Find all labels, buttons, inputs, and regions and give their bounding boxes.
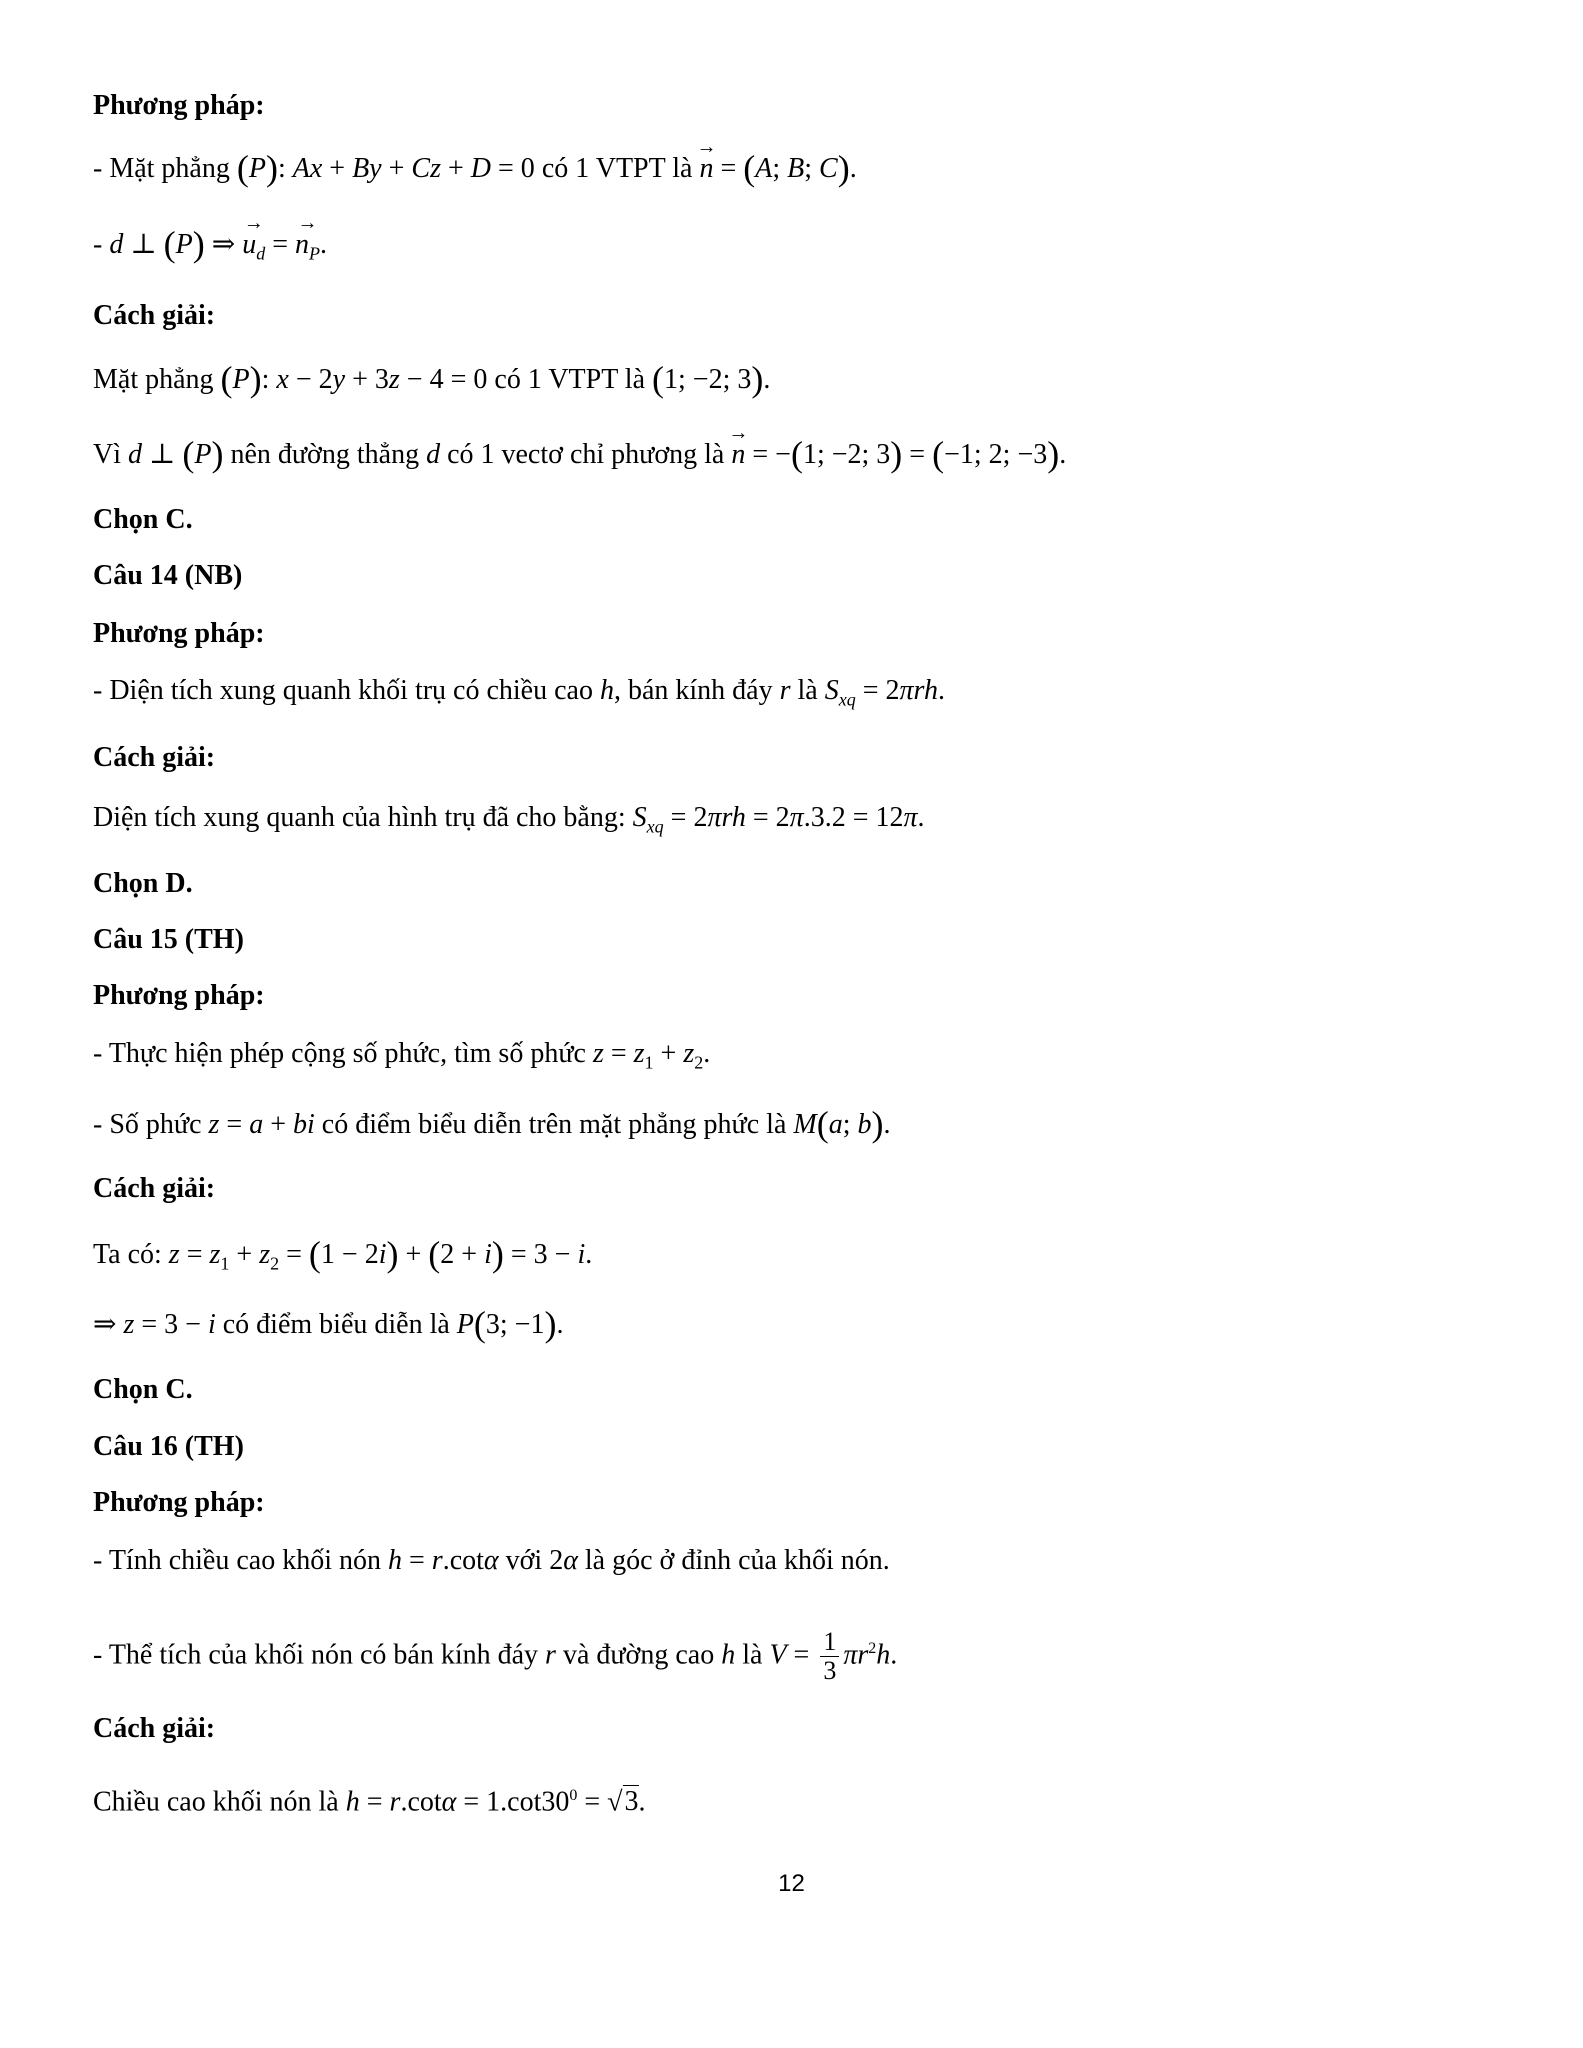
heading-phuong-phap: Phương pháp: — [93, 1487, 265, 1518]
text: Ta có: — [93, 1239, 169, 1270]
text: - Mặt phẳng — [93, 153, 237, 184]
question-heading: Câu 16 (TH) — [93, 1431, 244, 1462]
solution-line: ⇒ z = 3 − i có điểm biểu diễn là P(3; −1). — [93, 1304, 564, 1344]
method-line: - Thể tích của khối nón có bán kính đáy r và đường cao h là V = $\frac{1}{3}$ $\pi r^2h$. — [93, 1627, 898, 1686]
question-heading: Câu 15 (TH) — [93, 924, 244, 955]
heading-phuong-phap: Phương pháp: — [93, 90, 265, 121]
heading-cach-giai: Cách giải: — [93, 1713, 216, 1744]
heading-cach-giai: Cách giải: — [93, 300, 216, 331]
text: có điểm biểu diễn là — [215, 1309, 457, 1340]
heading-cach-giai: Cách giải: — [93, 1173, 216, 1204]
heading-phuong-phap: Phương pháp: — [93, 618, 265, 649]
answer-choice: Chọn C. — [93, 504, 193, 535]
text: có 1 VTPT là — [487, 364, 653, 395]
text: Vì — [93, 439, 128, 470]
text: là góc ở đỉnh của khối nón. — [577, 1545, 890, 1576]
method-line: - Thực hiện phép cộng số phức, tìm số phức $z = z_1 + z_2$. — [93, 1038, 711, 1073]
solution-line: Diện tích xung quanh của hình trụ đã cho bằng: $S_{xq} = 2\pi rh = 2\pi.3.2 = 12\pi$. — [93, 802, 925, 837]
method-line: - Tính chiều cao khối nón h = r.cotα với 2α là góc ở đỉnh của khối nón. — [93, 1545, 890, 1576]
method-line: - Diện tích xung quanh khối trụ có chiều cao h, bán kính đáy r là $S_{xq} = 2\pi rh$. — [93, 675, 945, 710]
method-line: - Số phức z = a + bi có điểm biểu diễn trên mặt phẳng phức là M(a; b). — [93, 1104, 891, 1144]
answer-choice: Chọn C. — [93, 1374, 193, 1405]
text: có điểm biểu diễn trên mặt phẳng phức là — [314, 1109, 794, 1140]
text: là — [735, 1639, 770, 1671]
heading-cach-giai: Cách giải: — [93, 742, 216, 773]
fraction-one-third: $\frac{1}{3}$ — [820, 1628, 839, 1685]
text: bán kính đáy — [620, 675, 780, 706]
text: có 1 vectơ chỉ phương là — [440, 439, 732, 470]
text: - — [93, 229, 110, 260]
text: với — [498, 1545, 550, 1576]
solution-line: Vì d ⊥ (P) nên đường thẳng d có 1 vectơ chỉ phương là → n = −(1; −2; 3) = (−1; 2; −3). — [93, 436, 1066, 473]
heading-phuong-phap: Phương pháp: — [93, 980, 265, 1011]
question-heading: Câu 14 (NB) — [93, 560, 243, 591]
solution-line: Ta có: $z = z_1 + z_2 = (1 - 2i) + (2 + i) = 3 - i$. — [93, 1234, 593, 1274]
text: là — [790, 675, 825, 706]
text: - Số phức — [93, 1109, 209, 1140]
text: nên đường thẳng — [223, 439, 427, 470]
text: - Thực hiện phép cộng số phức, tìm số phức — [93, 1038, 593, 1069]
text: Chiều cao khối nón là — [93, 1786, 346, 1818]
answer-choice: Chọn D. — [93, 868, 193, 899]
solution-line: Mặt phẳng (P): x − 2y + 3z − 4 = 0 có 1 VTPT là (1; −2; 3). — [93, 359, 771, 399]
text: Diện tích xung quanh của hình trụ đã cho bằng: — [93, 802, 633, 833]
text: - Tính chiều cao khối nón — [93, 1545, 388, 1576]
text: - Diện tích xung quanh khối trụ có chiều cao — [93, 675, 600, 706]
text: có 1 VTPT là — [534, 153, 700, 184]
page-number: 12 — [778, 1870, 805, 1897]
text: - Thể tích của khối nón có bán kính đáy — [93, 1639, 546, 1671]
method-line: - d ⊥ (P) ⇒ → $u_d$ = → $n_P$. — [93, 226, 327, 272]
text: Mặt phẳng — [93, 364, 221, 395]
solution-line: Chiều cao khối nón là $h = r.\cot\alpha = 1.\cot 30^0 = √3$. — [93, 1786, 646, 1818]
text: và đường cao — [555, 1639, 722, 1671]
method-line: - Mặt phẳng (P): Ax + By + Cz + D = 0 có 1 VTPT là → n = (A; B; C). — [93, 150, 857, 187]
